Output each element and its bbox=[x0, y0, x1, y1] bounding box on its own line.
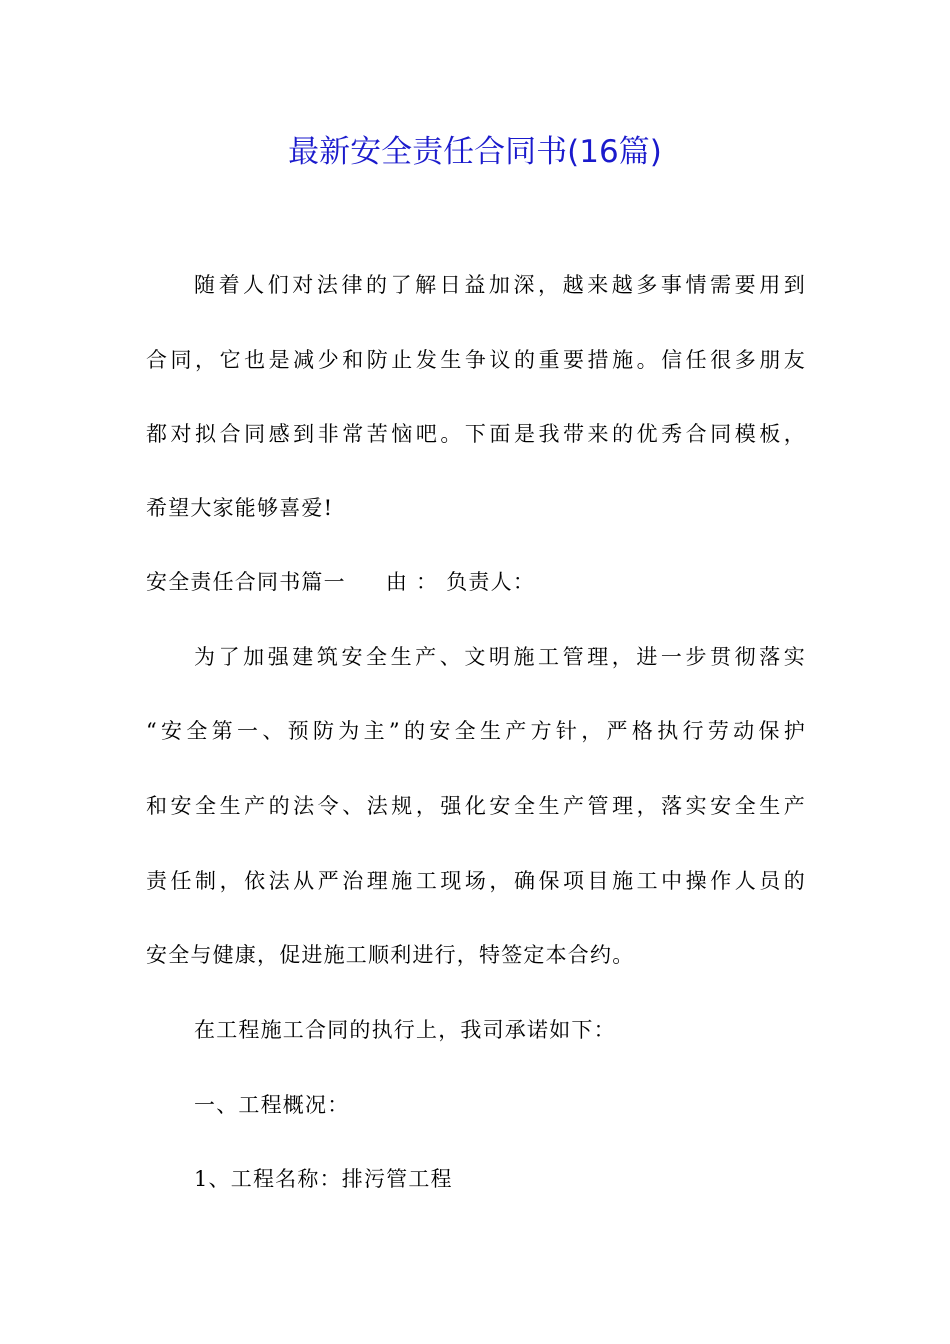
commitment-line: 在工程施工合同的执行上，我司承诺如下： bbox=[194, 1018, 616, 1042]
intro-line-4: 希望大家能够喜爱! bbox=[146, 496, 334, 520]
section-heading-colon: ： bbox=[416, 570, 439, 594]
project-name-item: 1、工程名称：排污管工程 bbox=[194, 1167, 453, 1191]
intro-line-1: 随着人们对法律的了解日益加深，越来越多事情需要用到 bbox=[194, 273, 806, 297]
body-line-3: 和安全生产的法令、法规，强化安全生产管理，落实安全生产 bbox=[146, 794, 806, 818]
intro-line-3: 都对拟合同感到非常苦恼吧。下面是我带来的优秀合同模板， bbox=[146, 422, 806, 446]
body-line-4: 责任制，依法从严治理施工现场，确保项目施工中操作人员的 bbox=[146, 869, 806, 893]
section-heading bbox=[146, 567, 806, 597]
section-heading-by: 由 bbox=[385, 570, 409, 594]
body-line-2: “安全第一、预防为主”的安全生产方针，严格执行劳动保护 bbox=[146, 719, 806, 743]
section-heading-responsible: 负责人： bbox=[446, 570, 536, 594]
body-line-5: 安全与健康，促进施工顺利进行，特签定本合约。 bbox=[146, 943, 635, 967]
body-line-1: 为了加强建筑安全生产、文明施工管理，进一步贯彻落实 bbox=[194, 645, 806, 669]
section-heading-name: 安全责任合同书篇一 bbox=[146, 570, 346, 594]
page-title: 最新安全责任合同书(16篇) bbox=[288, 134, 662, 170]
intro-line-2: 合同，它也是减少和防止发生争议的重要措施。信任很多朋友 bbox=[146, 348, 806, 372]
overview-heading: 一、工程概况： bbox=[194, 1093, 350, 1117]
